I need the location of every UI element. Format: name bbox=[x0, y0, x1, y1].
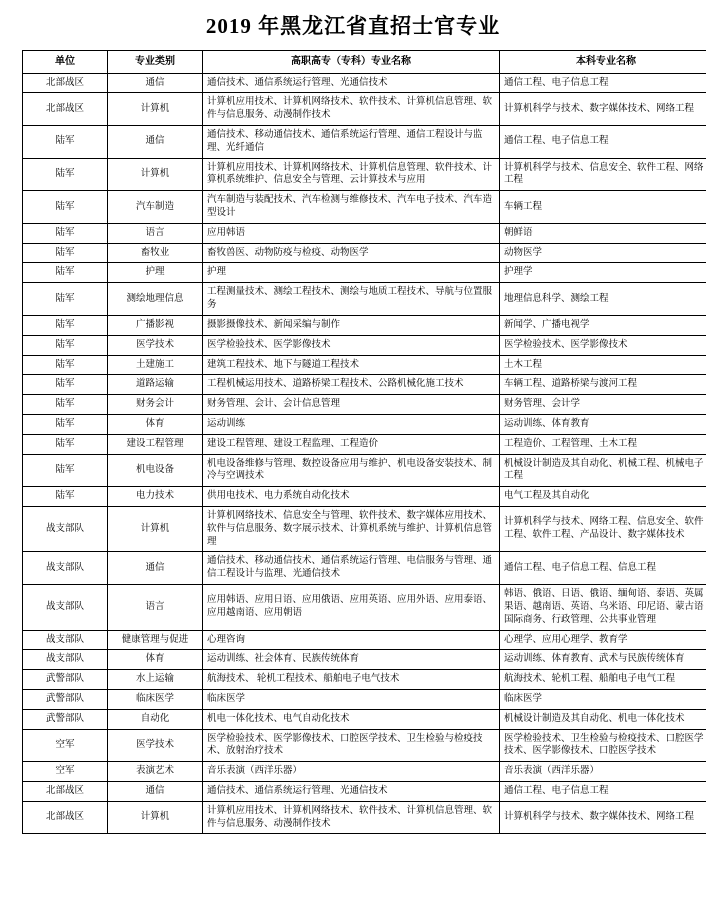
table-row bbox=[23, 395, 706, 415]
cell-vocational-majors: 计算机应用技术、计算机网络技术、软件技术、计算机信息管理、软件与信息服务、动漫制作技术 bbox=[203, 93, 500, 126]
cell-unit: 陆军 bbox=[23, 263, 108, 283]
cell-vocational-majors: 摄影摄像技术、新闻采编与制作 bbox=[203, 315, 500, 335]
column-header-bachelor: 本科专业名称 bbox=[500, 51, 706, 74]
cell-unit: 武警部队 bbox=[23, 670, 108, 690]
table-row bbox=[23, 782, 706, 802]
table-row bbox=[23, 585, 706, 630]
table-header bbox=[23, 51, 706, 74]
cell-category: 医学技术 bbox=[108, 729, 203, 762]
table-row bbox=[23, 158, 706, 191]
cell-vocational-majors: 通信技术、通信系统运行管理、光通信技术 bbox=[203, 782, 500, 802]
cell-bachelor-majors: 车辆工程 bbox=[500, 191, 706, 224]
cell-category: 建设工程管理 bbox=[108, 434, 203, 454]
cell-bachelor-majors: 工程造价、工程管理、土木工程 bbox=[500, 434, 706, 454]
cell-bachelor-majors: 土木工程 bbox=[500, 355, 706, 375]
table-row bbox=[23, 355, 706, 375]
table-row bbox=[23, 650, 706, 670]
table-row bbox=[23, 801, 706, 834]
cell-vocational-majors: 心理咨询 bbox=[203, 630, 500, 650]
cell-unit: 北部战区 bbox=[23, 73, 108, 93]
cell-bachelor-majors: 车辆工程、道路桥梁与渡河工程 bbox=[500, 375, 706, 395]
table-row bbox=[23, 762, 706, 782]
cell-bachelor-majors: 计算机科学与技术、信息安全、软件工程、网络工程 bbox=[500, 158, 706, 191]
cell-bachelor-majors: 航海技术、轮机工程、船舶电子电气工程 bbox=[500, 670, 706, 690]
table-row bbox=[23, 223, 706, 243]
cell-category: 体育 bbox=[108, 650, 203, 670]
cell-vocational-majors: 音乐表演（西洋乐器） bbox=[203, 762, 500, 782]
cell-unit: 空军 bbox=[23, 729, 108, 762]
cell-category: 语言 bbox=[108, 223, 203, 243]
cell-unit: 武警部队 bbox=[23, 709, 108, 729]
table-row bbox=[23, 243, 706, 263]
cell-unit: 北部战区 bbox=[23, 801, 108, 834]
table-row bbox=[23, 335, 706, 355]
cell-unit: 陆军 bbox=[23, 191, 108, 224]
cell-bachelor-majors: 电气工程及其自动化 bbox=[500, 487, 706, 507]
table-row bbox=[23, 283, 706, 316]
cell-bachelor-majors: 机械设计制造及其自动化、机械工程、机械电子工程 bbox=[500, 454, 706, 487]
cell-category: 道路运输 bbox=[108, 375, 203, 395]
table-row bbox=[23, 487, 706, 507]
table-row bbox=[23, 315, 706, 335]
table-row bbox=[23, 263, 706, 283]
cell-vocational-majors: 畜牧兽医、动物防疫与检疫、动物医学 bbox=[203, 243, 500, 263]
cell-vocational-majors: 财务管理、会计、会计信息管理 bbox=[203, 395, 500, 415]
cell-vocational-majors: 汽车制造与装配技术、汽车检测与维修技术、汽车电子技术、汽车造型设计 bbox=[203, 191, 500, 224]
cell-vocational-majors: 应用韩语、应用日语、应用俄语、应用英语、应用外语、应用泰语、应用越南语、应用朝语 bbox=[203, 585, 500, 630]
table-header-row bbox=[23, 51, 706, 74]
cell-bachelor-majors: 地理信息科学、测绘工程 bbox=[500, 283, 706, 316]
cell-unit: 陆军 bbox=[23, 434, 108, 454]
cell-bachelor-majors: 通信工程、电子信息工程 bbox=[500, 125, 706, 158]
cell-unit: 战支部队 bbox=[23, 585, 108, 630]
cell-bachelor-majors: 韩语、俄语、日语、俄语、缅甸语、泰语、英属果语、越南语、英语、乌米语、印尼语、蒙古语国际商务、行政管理、公共事业管理 bbox=[500, 585, 706, 630]
cell-category: 通信 bbox=[108, 73, 203, 93]
cell-unit: 陆军 bbox=[23, 243, 108, 263]
cell-category: 测绘地理信息 bbox=[108, 283, 203, 316]
cell-category: 汽车制造 bbox=[108, 191, 203, 224]
cell-category: 电力技术 bbox=[108, 487, 203, 507]
cell-unit: 武警部队 bbox=[23, 689, 108, 709]
cell-bachelor-majors: 计算机科学与技术、网络工程、信息安全、软件工程、软件工程、产品设计、数字媒体技术 bbox=[500, 507, 706, 552]
table-row bbox=[23, 454, 706, 487]
cell-category: 通信 bbox=[108, 125, 203, 158]
cell-vocational-majors: 工程机械运用技术、道路桥梁工程技术、公路机械化施工技术 bbox=[203, 375, 500, 395]
cell-bachelor-majors: 通信工程、电子信息工程、信息工程 bbox=[500, 552, 706, 585]
table-body bbox=[23, 73, 706, 834]
cell-vocational-majors: 建设工程管理、建设工程监理、工程造价 bbox=[203, 434, 500, 454]
cell-vocational-majors: 通信技术、移动通信技术、通信系统运行管理、电信服务与管理、通信工程设计与监理、光通信技术 bbox=[203, 552, 500, 585]
table-row bbox=[23, 709, 706, 729]
cell-bachelor-majors: 临床医学 bbox=[500, 689, 706, 709]
cell-unit: 战支部队 bbox=[23, 552, 108, 585]
cell-unit: 陆军 bbox=[23, 283, 108, 316]
cell-category: 体育 bbox=[108, 414, 203, 434]
table-container bbox=[0, 50, 706, 842]
cell-category: 自动化 bbox=[108, 709, 203, 729]
cell-unit: 陆军 bbox=[23, 355, 108, 375]
cell-bachelor-majors: 动物医学 bbox=[500, 243, 706, 263]
cell-category: 计算机 bbox=[108, 158, 203, 191]
cell-bachelor-majors: 朝鲜语 bbox=[500, 223, 706, 243]
cell-unit: 陆军 bbox=[23, 315, 108, 335]
table-row bbox=[23, 414, 706, 434]
cell-vocational-majors: 计算机网络技术、信息安全与管理、软件技术、数字媒体应用技术、软件与信息服务、数字展示技术、计算机系统与维护、计算机信息管理 bbox=[203, 507, 500, 552]
cell-category: 表演艺术 bbox=[108, 762, 203, 782]
cell-vocational-majors: 应用韩语 bbox=[203, 223, 500, 243]
cell-unit: 空军 bbox=[23, 762, 108, 782]
cell-bachelor-majors: 医学检验技术、医学影像技术 bbox=[500, 335, 706, 355]
cell-category: 语言 bbox=[108, 585, 203, 630]
cell-category: 通信 bbox=[108, 782, 203, 802]
cell-bachelor-majors: 心理学、应用心理学、教育学 bbox=[500, 630, 706, 650]
cell-vocational-majors: 护理 bbox=[203, 263, 500, 283]
cell-vocational-majors: 医学检验技术、医学影像技术 bbox=[203, 335, 500, 355]
cell-bachelor-majors: 计算机科学与技术、数字媒体技术、网络工程 bbox=[500, 801, 706, 834]
cell-category: 计算机 bbox=[108, 507, 203, 552]
cell-unit: 陆军 bbox=[23, 454, 108, 487]
cell-category: 健康管理与促进 bbox=[108, 630, 203, 650]
cell-vocational-majors: 供用电技术、电力系统自动化技术 bbox=[203, 487, 500, 507]
cell-unit: 陆军 bbox=[23, 414, 108, 434]
cell-unit: 陆军 bbox=[23, 395, 108, 415]
cell-bachelor-majors: 通信工程、电子信息工程 bbox=[500, 73, 706, 93]
cell-category: 通信 bbox=[108, 552, 203, 585]
page-title: 2019 年黑龙江省直招士官专业 bbox=[205, 14, 501, 38]
cell-vocational-majors: 临床医学 bbox=[203, 689, 500, 709]
table-row bbox=[23, 689, 706, 709]
cell-unit: 陆军 bbox=[23, 335, 108, 355]
cell-unit: 陆军 bbox=[23, 125, 108, 158]
cell-bachelor-majors: 财务管理、会计学 bbox=[500, 395, 706, 415]
cell-vocational-majors: 通信技术、移动通信技术、通信系统运行管理、通信工程设计与监理、光纤通信 bbox=[203, 125, 500, 158]
cell-vocational-majors: 航海技术、 轮机工程技术、船舶电子电气技术 bbox=[203, 670, 500, 690]
cell-bachelor-majors: 新闻学、广播电视学 bbox=[500, 315, 706, 335]
cell-vocational-majors: 运动训练、社会体育、民族传统体育 bbox=[203, 650, 500, 670]
cell-vocational-majors: 机电设备维修与管理、数控设备应用与维护、机电设备安装技术、制冷与空调技术 bbox=[203, 454, 500, 487]
cell-unit: 战支部队 bbox=[23, 507, 108, 552]
cell-bachelor-majors: 护理学 bbox=[500, 263, 706, 283]
cell-unit: 陆军 bbox=[23, 223, 108, 243]
cell-bachelor-majors: 通信工程、电子信息工程 bbox=[500, 782, 706, 802]
cell-bachelor-majors: 机械设计制造及其自动化、机电一体化技术 bbox=[500, 709, 706, 729]
table-row bbox=[23, 434, 706, 454]
table-row bbox=[23, 552, 706, 585]
cell-unit: 陆军 bbox=[23, 487, 108, 507]
column-header-vocational: 高职高专（专科）专业名称 bbox=[203, 51, 500, 74]
cell-vocational-majors: 机电一体化技术、电气自动化技术 bbox=[203, 709, 500, 729]
cell-unit: 战支部队 bbox=[23, 650, 108, 670]
cell-bachelor-majors: 计算机科学与技术、数字媒体技术、网络工程 bbox=[500, 93, 706, 126]
cell-category: 护理 bbox=[108, 263, 203, 283]
cell-category: 临床医学 bbox=[108, 689, 203, 709]
cell-vocational-majors: 通信技术、通信系统运行管理、光通信技术 bbox=[203, 73, 500, 93]
cell-category: 机电设备 bbox=[108, 454, 203, 487]
cell-bachelor-majors: 医学检验技术、卫生检验与检疫技术、口腔医学技术、医学影像技术、口腔医学技术 bbox=[500, 729, 706, 762]
table-row bbox=[23, 507, 706, 552]
cell-category: 财务会计 bbox=[108, 395, 203, 415]
cell-category: 计算机 bbox=[108, 93, 203, 126]
cell-category: 计算机 bbox=[108, 801, 203, 834]
table-row bbox=[23, 93, 706, 126]
table-row bbox=[23, 375, 706, 395]
cell-category: 医学技术 bbox=[108, 335, 203, 355]
cell-bachelor-majors: 运动训练、体育教育 bbox=[500, 414, 706, 434]
cell-category: 畜牧业 bbox=[108, 243, 203, 263]
cell-vocational-majors: 建筑工程技术、地下与隧道工程技术 bbox=[203, 355, 500, 375]
cell-vocational-majors: 计算机应用技术、计算机网络技术、计算机信息管理、软件技术、计算机系统维护、信息安全与管理、云计算技术与应用 bbox=[203, 158, 500, 191]
table-row bbox=[23, 73, 706, 93]
cell-unit: 北部战区 bbox=[23, 782, 108, 802]
cell-category: 土建施工 bbox=[108, 355, 203, 375]
table-row bbox=[23, 670, 706, 690]
cell-unit: 陆军 bbox=[23, 375, 108, 395]
cell-unit: 北部战区 bbox=[23, 93, 108, 126]
cell-vocational-majors: 计算机应用技术、计算机网络技术、软件技术、计算机信息管理、软件与信息服务、动漫制作技术 bbox=[203, 801, 500, 834]
table-row bbox=[23, 630, 706, 650]
cell-bachelor-majors: 运动训练、体育教育、武术与民族传统体育 bbox=[500, 650, 706, 670]
cell-bachelor-majors: 音乐表演（西洋乐器） bbox=[500, 762, 706, 782]
table-row bbox=[23, 191, 706, 224]
cell-category: 水上运输 bbox=[108, 670, 203, 690]
majors-table bbox=[22, 50, 706, 834]
cell-vocational-majors: 运动训练 bbox=[203, 414, 500, 434]
column-header-unit: 单位 bbox=[23, 51, 108, 74]
cell-unit: 战支部队 bbox=[23, 630, 108, 650]
cell-vocational-majors: 医学检验技术、医学影像技术、口腔医学技术、卫生检验与检疫技术、放射治疗技术 bbox=[203, 729, 500, 762]
cell-unit: 陆军 bbox=[23, 158, 108, 191]
table-row bbox=[23, 729, 706, 762]
table-row bbox=[23, 125, 706, 158]
cell-vocational-majors: 工程测量技术、测绘工程技术、测绘与地质工程技术、导航与位置服务 bbox=[203, 283, 500, 316]
cell-category: 广播影视 bbox=[108, 315, 203, 335]
column-header-category: 专业类别 bbox=[108, 51, 203, 74]
